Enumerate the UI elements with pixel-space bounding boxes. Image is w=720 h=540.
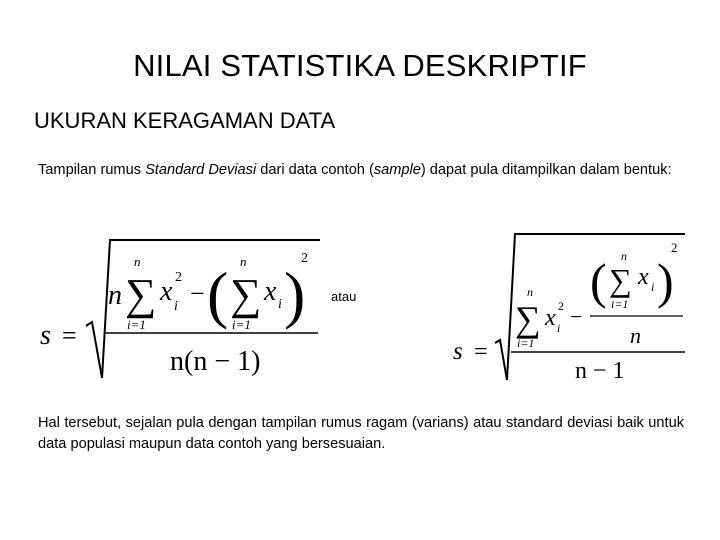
formula-1-n-coefficient: n xyxy=(108,280,122,311)
formula-standard-deviation-1 xyxy=(30,232,330,382)
formula-2-sigma1: ∑ xyxy=(515,299,541,339)
formula-2-x1-sup: 2 xyxy=(558,299,564,313)
formula-2-lparen: ( xyxy=(590,253,607,309)
closing-paragraph: Hal tersebut, sejalan pula dengan tampilan rumus ragam (varians) atau standard deviasi baik untuk data populasi maupun data contoh yang bersesuaian. xyxy=(38,415,684,452)
formula-2-x2: x xyxy=(638,264,649,290)
formula-1-rparen: ) xyxy=(284,259,306,330)
formula-1-x2-sub: i xyxy=(278,297,282,312)
formula-2-equals: = xyxy=(474,339,488,365)
formula-2-sigma1-upper: n xyxy=(527,285,533,299)
formula-2-outer-sup: 2 xyxy=(671,240,678,255)
formula-1-sigma1-lower: i=1 xyxy=(127,317,146,332)
formula-1-s: s xyxy=(40,320,51,351)
formula-1-sigma2-lower: i=1 xyxy=(232,317,251,332)
formula-1-outer-sup: 2 xyxy=(301,251,308,266)
formula-2-sigma1-lower: i=1 xyxy=(517,336,535,350)
formula-1-minus: − xyxy=(190,279,205,308)
formula-1-x1-sub: i xyxy=(174,299,178,314)
intro-text-1: Tampilan rumus xyxy=(38,162,146,178)
formula-2-x1-sub: i xyxy=(557,321,561,335)
intro-term-sample: sample xyxy=(373,162,421,178)
atau-label: atau xyxy=(331,289,357,304)
intro-text-3: ) dapat pula ditampilkan dalam bentuk: xyxy=(420,162,672,178)
formula-2-x2-sub: i xyxy=(651,280,655,294)
formula-2-rparen: ) xyxy=(657,253,674,309)
intro-text-2: dari data contoh ( xyxy=(256,162,374,178)
formula-2-minus: − xyxy=(570,304,583,329)
formula-1-sigma2-upper: n xyxy=(240,254,247,269)
formula-1-sigma1-upper: n xyxy=(134,254,141,269)
formula-1-x1-sup: 2 xyxy=(175,270,182,285)
formula-1-x1: x xyxy=(160,276,173,307)
formula-1-denominator: n(n − 1) xyxy=(170,346,261,377)
formula-2-s: s xyxy=(453,338,463,365)
formula-1-sigma1: ∑ xyxy=(125,270,157,319)
intro-term-standard-deviasi: Standard Deviasi xyxy=(145,162,257,178)
formula-2-inner-denominator: n xyxy=(630,323,641,348)
formula-2-denominator: n − 1 xyxy=(575,358,625,384)
formula-1-sigma2: ∑ xyxy=(230,270,262,319)
section-heading: UKURAN KERAGAMAN DATA xyxy=(34,108,336,133)
formula-2-x1: x xyxy=(545,305,556,331)
formula-standard-deviation-2 xyxy=(445,228,690,388)
formula-1-lparen: ( xyxy=(207,259,229,330)
formula-1-x2: x xyxy=(264,276,277,307)
formula-2-sigma2: ∑ xyxy=(609,262,632,298)
formula-1-equals: = xyxy=(62,321,77,350)
slide-title: NILAI STATISTIKA DESKRIPTIF xyxy=(133,48,587,83)
formula-2-sigma2-upper: n xyxy=(621,249,627,263)
intro-paragraph xyxy=(38,160,684,181)
formula-2-sigma2-lower: i=1 xyxy=(611,297,629,311)
